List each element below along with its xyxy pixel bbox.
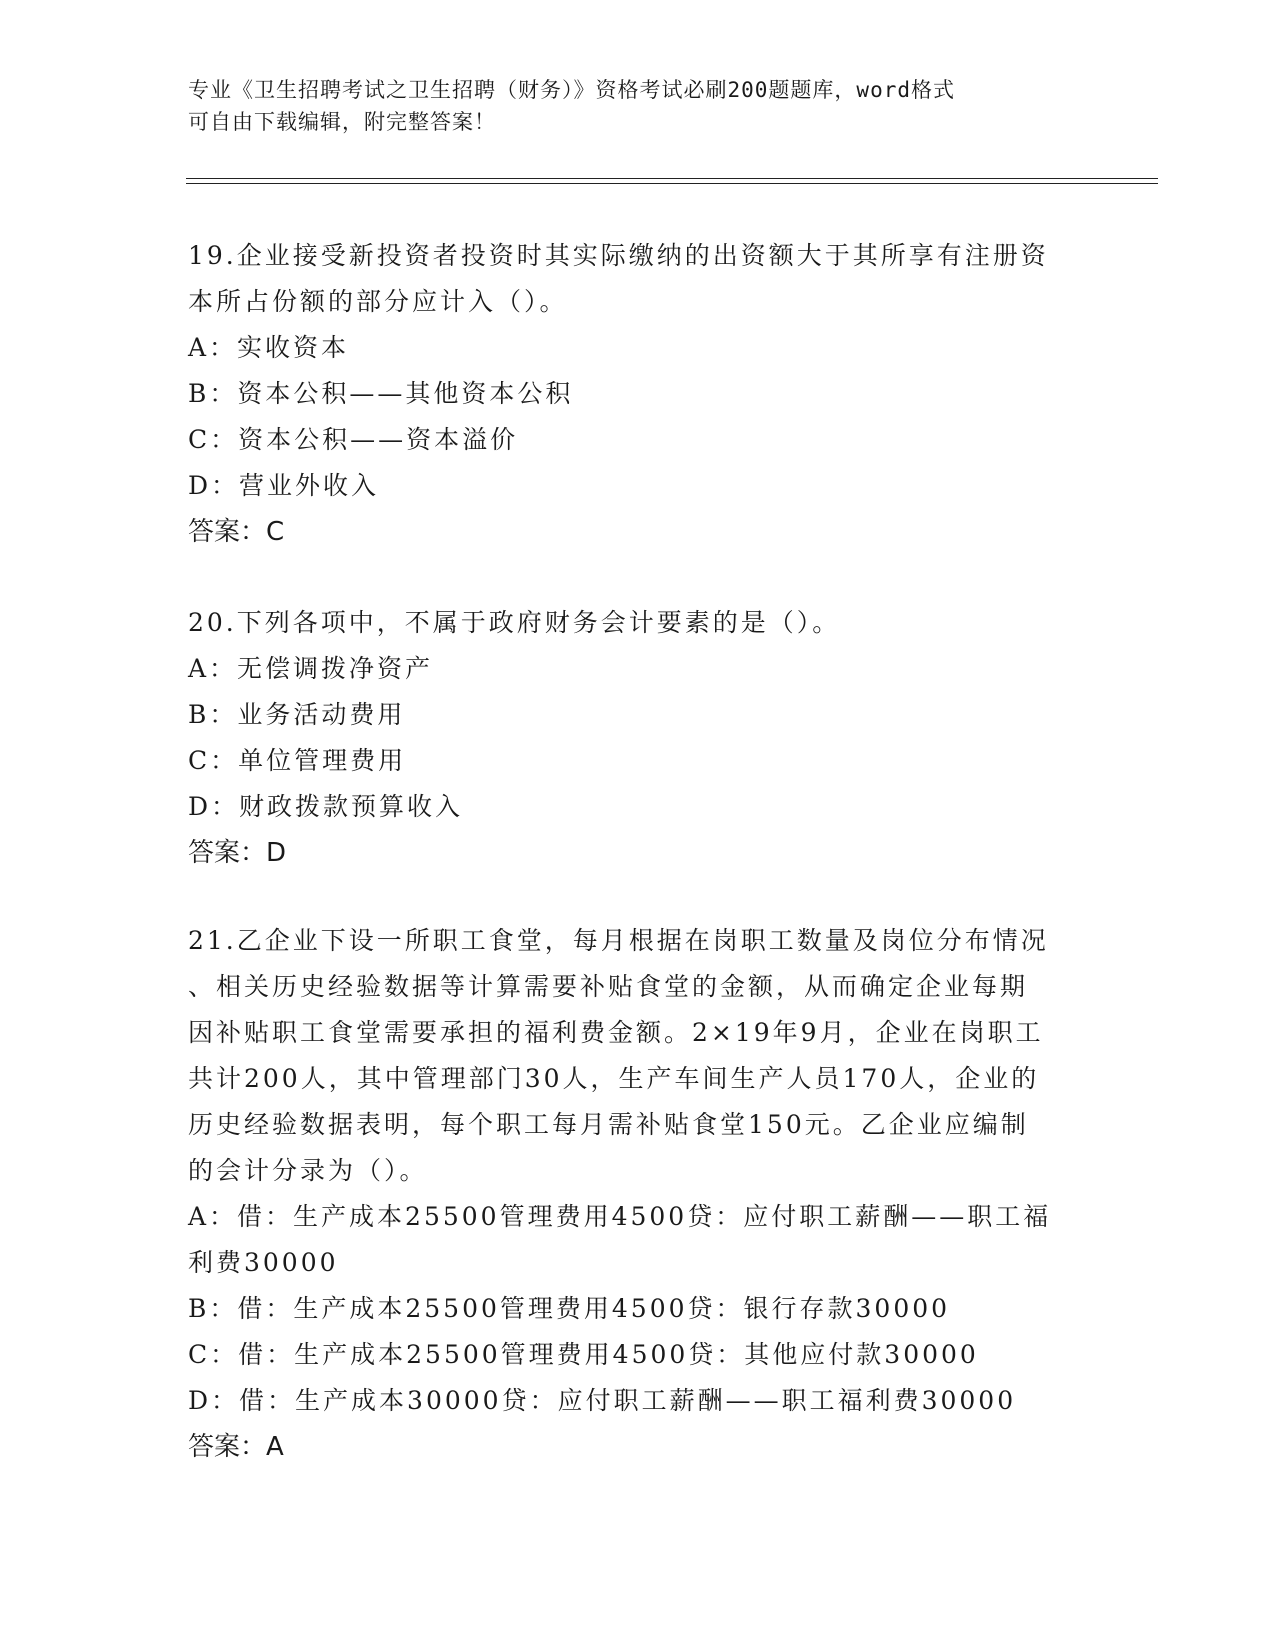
- header-divider-top: [186, 178, 1158, 179]
- header-line-1: 专业《卫生招聘考试之卫生招聘（财务）》资格考试必刷200题题库，word格式: [188, 78, 955, 102]
- option-a: A：实收资本: [188, 333, 350, 362]
- option-d: D：营业外收入: [188, 471, 380, 500]
- question-stem-line: 因补贴职工食堂需要承担的福利费金额。2×19年9月，企业在岗职工: [188, 1018, 1044, 1047]
- option-d: D：财政拨款预算收入: [188, 792, 464, 821]
- question-stem-line: 21.乙企业下设一所职工食堂，每月根据在岗职工数量及岗位分布情况: [188, 926, 1049, 955]
- question-stem-line: 本所占份额的部分应计入（）。: [188, 287, 568, 316]
- question-19: [188, 233, 1088, 555]
- question-stem-line: 、相关历史经验数据等计算需要补贴食堂的金额，从而确定企业每期: [188, 972, 1029, 1001]
- answer-label: 答案：A: [188, 1432, 284, 1462]
- answer-label: 答案：C: [188, 517, 285, 547]
- header-line-2: 可自由下载编辑，附完整答案！: [188, 110, 496, 134]
- option-a: A：无偿调拨净资产: [188, 654, 434, 683]
- question-stem-line: 的会计分录为（）。: [188, 1156, 428, 1185]
- question-stem-line: 历史经验数据表明，每个职工每月需补贴食堂150元。乙企业应编制: [188, 1110, 1029, 1139]
- option-a: A：借：生产成本25500管理费用4500贷：应付职工薪酬——职工福: [188, 1202, 1052, 1231]
- option-b: B：业务活动费用: [188, 700, 406, 729]
- option-b: B：借：生产成本25500管理费用4500贷：银行存款30000: [188, 1294, 951, 1323]
- document-header: [188, 74, 1088, 138]
- question-21: [188, 918, 1088, 1470]
- option-c: C：借：生产成本25500管理费用4500贷：其他应付款30000: [188, 1340, 979, 1369]
- header-divider-bottom: [186, 183, 1158, 184]
- question-stem-line: 共计200人，其中管理部门30人，生产车间生产人员170人，企业的: [188, 1064, 1040, 1093]
- question-stem-line: 19.企业接受新投资者投资时其实际缴纳的出资额大于其所享有注册资: [188, 241, 1049, 270]
- option-a-continued: 利费30000: [188, 1248, 339, 1277]
- option-c: C：资本公积——资本溢价: [188, 425, 519, 454]
- option-c: C：单位管理费用: [188, 746, 407, 775]
- question-stem-line: 20.下列各项中，不属于政府财务会计要素的是（）。: [188, 608, 841, 637]
- question-20: [188, 600, 1088, 876]
- answer-label: 答案：D: [188, 838, 287, 868]
- option-d: D：借：生产成本30000贷：应付职工薪酬——职工福利费30000: [188, 1386, 1017, 1415]
- option-b: B：资本公积——其他资本公积: [188, 379, 574, 408]
